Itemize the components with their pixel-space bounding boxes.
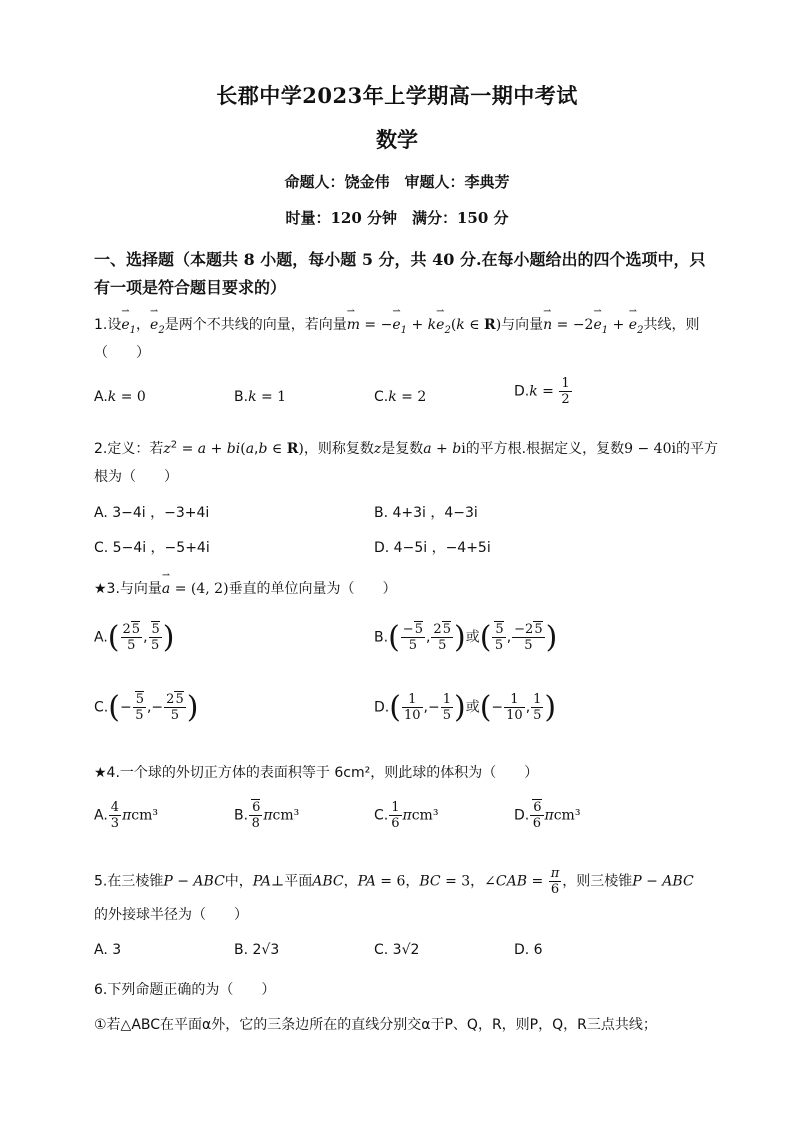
question-3-stem: ★3.与向量⇀ a = (4, 2)垂直的单位向量为（ ）	[94, 578, 397, 598]
section-heading: 一、选择题（本题共 8 小题，每小题 5 分，共 40 分.在每小题给出的四个选项中，只有一项是符合题目要求的）	[94, 250, 706, 297]
q5-option-d: D. 6	[514, 942, 543, 958]
exam-title: 长郡中学2023年上学期高一期中考试	[216, 83, 578, 108]
q3-option-b: B.( $\frac{-5}{5}$ , $\frac{25}{5}$ )或( $\frac{5}{5}$ , $\frac{-25}{5}$ )	[374, 620, 558, 655]
q5-option-c: C. 3√2	[374, 942, 420, 958]
q5-option-a: A. 3	[94, 942, 122, 958]
question-6-stem: 6.下列命题正确的为（ ）	[94, 982, 276, 998]
question-6-item-1: ①若△ABC在平面α外，它的三条边所在的直线分别交α于P、Q，R，则P，Q，R三点共线；	[94, 1017, 657, 1033]
q2-option-d: D. 4−5i ，−4+5i	[374, 540, 491, 556]
q1-option-a: A.k = 0	[94, 389, 146, 405]
q1-option-d: D.k = $\frac{1}{2}$	[514, 376, 570, 407]
question-2-stem: 2.定义：若$z^2 = a + bi(a,b$ ∈ R)，则称复数z是复数a + bi的平方根.根据定义，复数9 − 40i的平方	[94, 439, 718, 457]
q3-option-a: A.( $\frac{25}{5}$ , $\frac{5}{5}$ )	[94, 620, 175, 655]
question-4-stem: ★4.一个球的外切正方体的表面积等于 6cm²，则此球的体积为（ ）	[94, 765, 539, 781]
subject-title: 数学	[376, 127, 418, 152]
authors-line: 命题人：饶金伟 审题人：李典芳	[284, 173, 510, 191]
q3-option-d: D.( $\frac{1}{10}$ ,− $\frac{1}{5}$ )或(− $\frac{1}{10}$ , $\frac{1}{5}$ )	[374, 690, 557, 725]
q1-option-b: B.k = 1	[234, 389, 287, 405]
q2-option-b: B. 4+3i ，4−3i	[374, 505, 478, 521]
q4-option-a: A. $\frac{4}{3}$ πcm³	[94, 800, 158, 831]
question-5-stem: 5.在三棱锥P − ABC中，PA⊥平面ABC，PA = 6，BC = 3，∠CAB = $\frac{\pi}{6}$ ，则三棱锥P − ABC	[94, 866, 694, 897]
q5-option-b: B. 2√3	[234, 942, 280, 958]
question-1-paren: （ ）	[94, 345, 150, 361]
q4-option-b: B. $\frac{6}{8}$ πcm³	[234, 800, 300, 831]
q2-option-c: C. 5−4i ，−5+4i	[94, 540, 210, 556]
q3-option-c: C.(− $\frac{5}{5}$ ,− $\frac{25}{5}$ )	[94, 690, 199, 725]
question-1-stem: 1.设⇀ $e_1$，⇀ $e_2$是两个不共线的向量，若向量⇀ m = −⇀ $e_1$ + k⇀ $e_2(k$ ∈ R)与向量⇀ n = −2⇀ $e_1$ + ⇀ $e_2$共线，则	[94, 314, 699, 336]
time-score-line: 时量：120 分钟 满分：150 分	[285, 209, 509, 227]
question-2-line2: 根为（ ）	[94, 469, 178, 485]
q4-option-c: C. $\frac{1}{6}$ πcm³	[374, 800, 439, 831]
q1-option-c: C.k = 2	[374, 389, 427, 405]
question-5-line2: 的外接球半径为（ ）	[94, 907, 248, 923]
q4-option-d: D. $\frac{6}{6}$ πcm³	[514, 800, 581, 831]
q2-option-a: A. 3−4i ，−3+4i	[94, 505, 210, 521]
